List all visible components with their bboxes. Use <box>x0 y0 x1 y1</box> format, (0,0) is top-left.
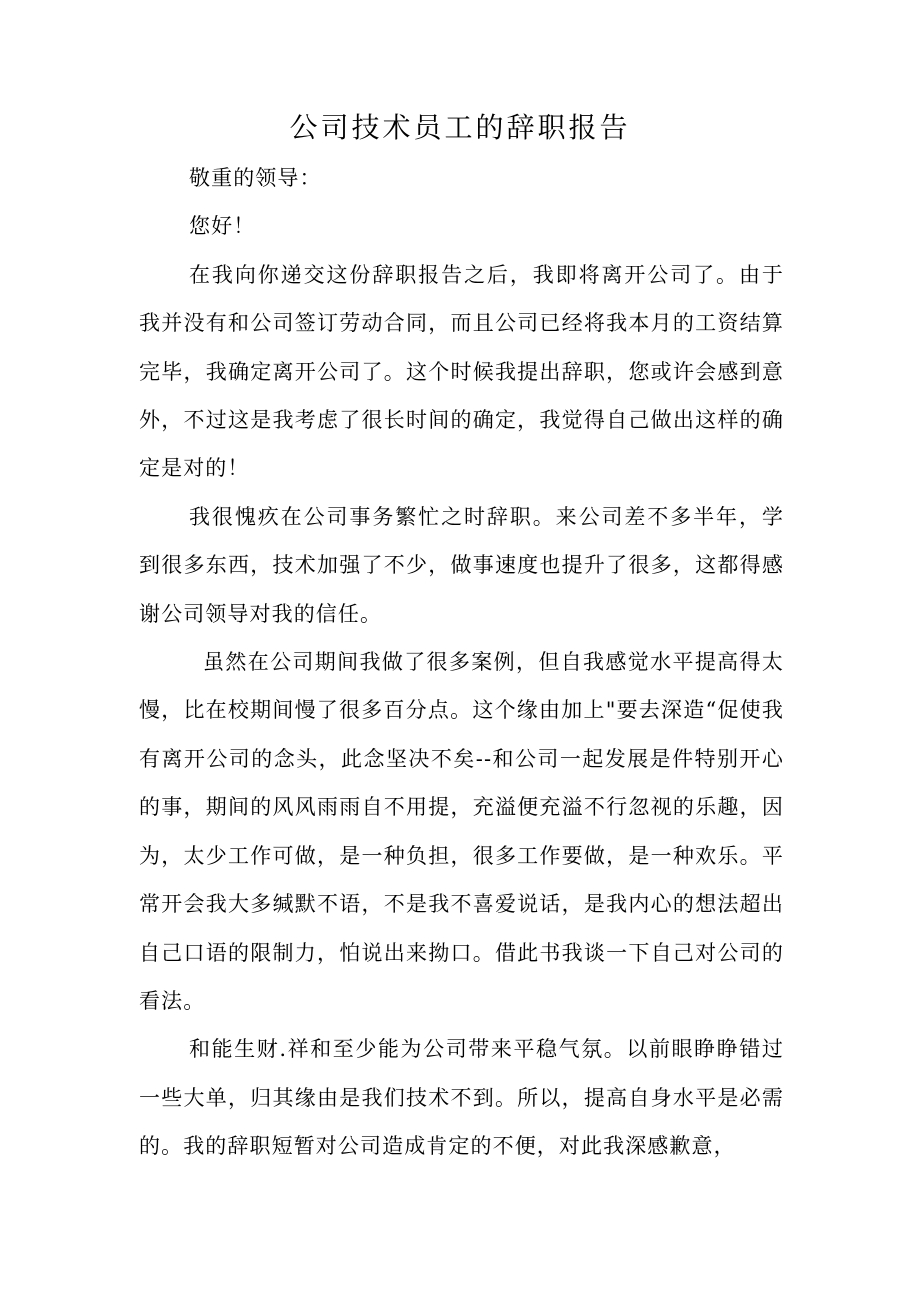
document-title: 公司技术员工的辞职报告 <box>289 111 631 144</box>
paragraph-2: 我很愧疚在公司事务繁忙之时辞职。来公司差不多半年，学到很多东西，技术加强了不少，做事速度也提升了很多，这都得感谢公司领导对我的信任。 <box>139 504 784 626</box>
paragraph-1: 在我向你递交这份辞职报告之后，我即将离开公司了。由于我并没有和公司签订劳动合同，而且公司已经将我本月的工资结算完毕，我确定离开公司了。这个时候我提出辞职，您或许会感到意外，不过这是我考虑了很长时间的确定，我觉得自己做出这样的确定是对的！ <box>139 262 784 481</box>
paragraph-4: 和能生财.祥和至少能为公司带来平稳气氛。以前眼睁睁错过一些大单，归其缘由是我们技术不到。所以，提高自身水平是必需的。我的辞职短暂对公司造成肯定的不便，对此我深感歉意， <box>139 1037 784 1159</box>
document-body <box>139 154 784 1171</box>
paragraph-3: 虽然在公司期间我做了很多案例，但自我感觉水平提高得太慢，比在校期间慢了很多百分点。这个缘由加上"要去深造“促使我有离开公司的念头，此念坚决不矣--和公司一起发展是件特别开心的事，期间的风风雨雨自不用提，充溢便充溢不行忽视的乐趣，因为，太少工作可做，是一种负担，很多工作要做，是一种欢乐。平常开会我大多缄默不语，不是我不喜爱说话，是我内心的想法超出自己口语的限制力，怕说出来拗口。借此书我谈一下自己对公司的看法。 <box>139 650 784 1013</box>
greeting: 您好！ <box>189 214 256 239</box>
salutation: 敬重的领导： <box>189 166 322 190</box>
